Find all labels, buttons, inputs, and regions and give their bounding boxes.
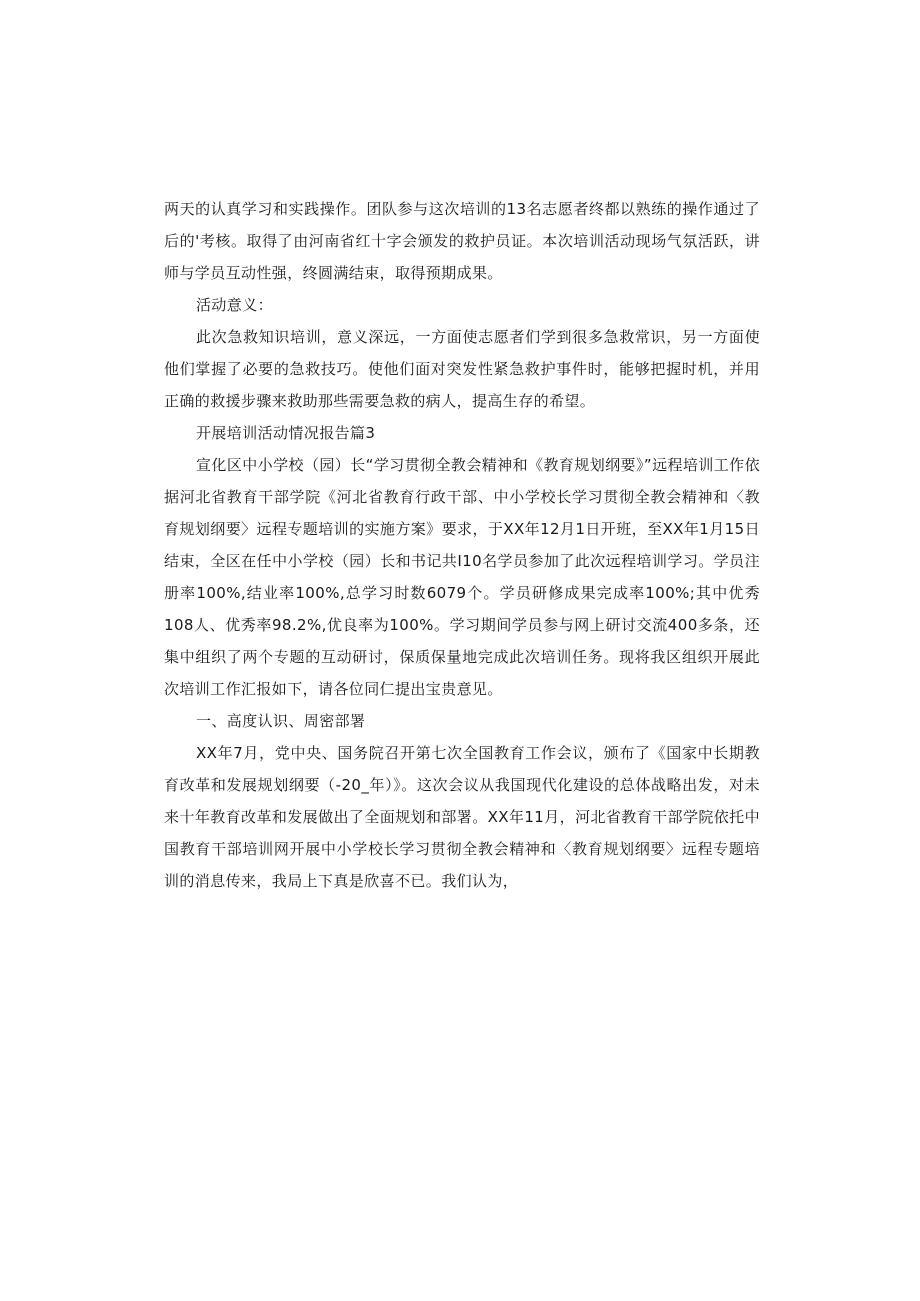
paragraph-section-one: XX年7月，党中央、国务院召开第七次全国教育工作会议，颁布了《国家中长期教育改革和发展规划纲要（-20_年）》。这次会议从我国现代化建设的总体战略出发，对未来十年教育改革和发展做出了全面规划和部署。XX年11月，河北省教育干部学院依托中国教育干部培训网开展中小学校长学习贯彻全教会精神和〈教育规划纲要〉远程专题培训的消息传来，我局上下真是欣喜不已。我们认为， (164, 744, 760, 890)
paragraph-continuation: 两天的认真学习和实践操作。团队参与这次培训的13名志愿者终都以熟练的操作通过了后的'考核。取得了由河南省红十字会颁发的救护员证。本次培训活动现场气氛活跃，讲师与学员互动性强，终圆满结束，取得预期成果。 (164, 200, 760, 282)
section-title-report-3: 开展培训活动情况报告篇3 (196, 424, 376, 442)
document-body (164, 193, 760, 897)
heading-activity-significance: 活动意义： (196, 296, 274, 314)
paragraph-significance: 此次急救知识培训，意义深远，一方面使志愿者们学到很多急救常识，另一方面使他们掌握了必要的急救技巧。使他们面对突发性紧急救护事件时，能够把握时机，并用正确的救援步骤来救助那些需要急救的病人，提高生存的希望。 (164, 328, 760, 410)
paragraph-report-intro: 宣化区中小学校（园）长“学习贯彻全教会精神和《教育规划纲要》”远程培训工作依据河北省教育干部学院《河北省教育行政干部、中小学校长学习贯彻全教会精神和〈教育规划纲要〉远程专题培训的实施方案》要求，于XX年12月1日开班，至XX年1月15日结束，全区在任中小学校（园）长和书记共I10名学员参加了此次远程培训学习。学员注册率100%,结业率100%,总学习时数6079个。学员研修成果完成率100%;其中优秀108人、优秀率98.2%,优良率为100%。学习期间学员参与网上研讨交流400多条，还集中组织了两个专题的互动研讨，保质保量地完成此次培训任务。现将我区组织开展此次培训工作汇报如下，请各位同仁提出宝贵意见。 (164, 456, 760, 698)
heading-section-one: 一、高度认识、周密部署 (196, 712, 366, 730)
